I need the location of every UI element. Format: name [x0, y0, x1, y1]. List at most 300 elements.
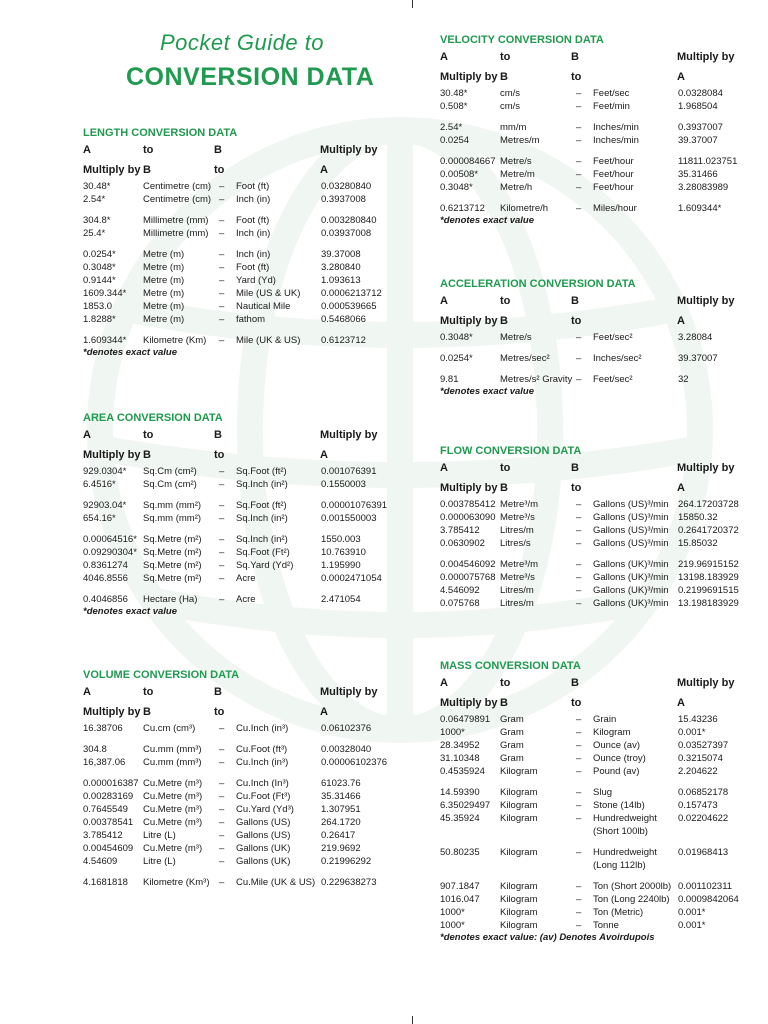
table-cell: 0.0006213712: [321, 288, 382, 299]
table-cell: 39.37007: [678, 353, 718, 364]
table-cell: 13.198183929: [678, 598, 739, 609]
column-header: A: [320, 164, 328, 176]
table-cell: 0.21996292: [321, 856, 372, 867]
table-cell: Metre (m): [143, 301, 185, 312]
table-row: [440, 181, 768, 194]
table-cell: 32: [678, 374, 689, 385]
table-cell: 1000*: [440, 907, 465, 918]
table-cell: –: [576, 332, 582, 343]
table-cell: 0.3215074: [678, 753, 723, 764]
table-cell: Ton (Long 2240lb): [593, 894, 670, 905]
table-cell: –: [219, 830, 225, 841]
table-cell: Miles/hour: [593, 203, 637, 214]
table-cell: –: [219, 573, 225, 584]
table-cell: 15.43236: [678, 714, 718, 725]
table-cell: Sq.Metre (m²): [143, 547, 202, 558]
column-header: A: [677, 315, 685, 327]
table-cell: Feet/sec²: [593, 332, 633, 343]
table-cell: 0.06102376: [321, 723, 372, 734]
column-header: to: [500, 51, 511, 63]
table-row: [440, 597, 768, 610]
column-header: to: [500, 295, 511, 307]
table-cell: Sq.Cm (cm²): [143, 466, 197, 477]
column-header: Multiply by: [677, 677, 735, 689]
table-cell: 0.03280840: [321, 181, 372, 192]
table-cell: 0.000016387: [83, 778, 139, 789]
table-cell: 0.00006102376: [321, 757, 388, 768]
column-header: Multiply by: [677, 51, 735, 63]
table-cell: 1000*: [440, 920, 465, 931]
conversion-table: [440, 87, 768, 215]
table-cell: 0.00454609: [83, 843, 134, 854]
table-cell: –: [219, 877, 225, 888]
table-cell: –: [576, 203, 582, 214]
table-cell: 0.2199691515: [678, 585, 739, 596]
column-header: A: [320, 449, 328, 461]
conversion-table: [440, 498, 768, 610]
table-cell: 907.1847: [440, 881, 480, 892]
table-cell: –: [219, 466, 225, 477]
column-header: B: [143, 449, 151, 461]
section-title: ACCELERATION CONVERSION DATA: [440, 278, 636, 290]
table-row: [83, 816, 423, 829]
column-header-row-1: [83, 425, 423, 445]
conversion-table: [440, 331, 768, 386]
table-cell: –: [576, 538, 582, 549]
column-header: B: [214, 144, 222, 156]
column-header: B: [143, 706, 151, 718]
conversion-table: [83, 722, 423, 889]
table-row: [440, 846, 768, 859]
column-header-row-1: [83, 140, 423, 160]
table-cell: 219.9692: [321, 843, 361, 854]
column-header-row-1: [440, 47, 768, 67]
section-title: VOLUME CONVERSION DATA: [83, 669, 240, 681]
table-cell: Stone (14lb): [593, 800, 645, 811]
table-cell: 15.85032: [678, 538, 718, 549]
group-spacer: [440, 838, 768, 846]
table-cell: 1.968504: [678, 101, 718, 112]
table-cell: 264.17203728: [678, 499, 739, 510]
table-row: [440, 726, 768, 739]
column-header: Multiply by: [320, 429, 378, 441]
column-header-row-1: [83, 682, 423, 702]
table-cell: 2.471054: [321, 594, 361, 605]
table-cell: 1.093613: [321, 275, 361, 286]
table-row: [83, 512, 423, 525]
column-header-row-2: [83, 160, 423, 180]
table-cell: Feet/hour: [593, 169, 634, 180]
table-cell: 15850.32: [678, 512, 718, 523]
table-cell: 0.000075768: [440, 572, 496, 583]
table-cell: Cu.Inch (in³): [236, 723, 289, 734]
table-cell: –: [576, 182, 582, 193]
column-header: Multiply by: [83, 706, 141, 718]
table-cell: –: [576, 156, 582, 167]
table-cell: 0.02204622: [678, 813, 729, 824]
table-cell: –: [576, 559, 582, 570]
table-cell: –: [576, 766, 582, 777]
table-row: [440, 202, 768, 215]
group-spacer: [440, 365, 768, 373]
table-row: [83, 842, 423, 855]
column-header: Multiply by: [83, 164, 141, 176]
table-cell: 3.280840: [321, 262, 361, 273]
table-cell: Centimetre (cm): [143, 194, 212, 205]
column-header: to: [571, 315, 582, 327]
table-cell: Feet/min: [593, 101, 630, 112]
table-cell: 4.54609: [83, 856, 118, 867]
footnote: *denotes exact value: [440, 386, 534, 397]
table-cell: 0.001076391: [321, 466, 377, 477]
table-cell: –: [219, 301, 225, 312]
table-cell: Acre: [236, 594, 256, 605]
table-row: [440, 121, 768, 134]
table-cell: 0.0328084: [678, 88, 723, 99]
length-section: [83, 126, 423, 359]
table-cell: Cu.Yard (Yd³): [236, 804, 294, 815]
table-cell: 1.8288*: [83, 314, 116, 325]
table-cell: 0.0002471054: [321, 573, 382, 584]
column-header: B: [571, 677, 579, 689]
table-row: [440, 524, 768, 537]
conversion-table: [440, 713, 768, 932]
table-cell: –: [219, 275, 225, 286]
table-cell: –: [576, 135, 582, 146]
table-cell: –: [219, 744, 225, 755]
table-row: [440, 799, 768, 812]
section-title: LENGTH CONVERSION DATA: [83, 127, 238, 139]
column-header: Multiply by: [83, 449, 141, 461]
table-cell: Litres/m: [500, 598, 534, 609]
table-cell: 0.001*: [678, 907, 706, 918]
column-header: to: [214, 164, 225, 176]
table-cell: –: [219, 479, 225, 490]
table-cell: Metres/sec²: [500, 353, 550, 364]
table-cell: –: [219, 500, 225, 511]
table-row: [83, 546, 423, 559]
table-cell: 45.35924: [440, 813, 480, 824]
table-row: [440, 906, 768, 919]
table-cell: 929.0304*: [83, 466, 127, 477]
table-cell: fathom: [236, 314, 266, 325]
table-cell: –: [219, 594, 225, 605]
table-cell: Metre³/m: [500, 559, 538, 570]
table-row: [83, 790, 423, 803]
group-spacer: [440, 872, 768, 880]
column-header: B: [571, 51, 579, 63]
table-cell: Metre/h: [500, 182, 533, 193]
table-cell: Sq.Yard (Yd²): [236, 560, 294, 571]
table-cell: 39.37008: [321, 249, 361, 260]
table-row: [440, 739, 768, 752]
table-cell: 0.00283169: [83, 791, 134, 802]
table-cell: 11811.023751: [678, 156, 738, 167]
table-cell: 61023.76: [321, 778, 361, 789]
table-cell: 0.001102311: [678, 881, 733, 892]
table-cell: Cu.mm (mm³): [143, 757, 202, 768]
table-cell: Inches/min: [593, 122, 639, 133]
table-cell: 0.6213712: [440, 203, 485, 214]
table-cell: Metre/s: [500, 332, 532, 343]
column-header: to: [214, 449, 225, 461]
table-cell: Gallons (US)³/min: [593, 525, 669, 536]
table-row: [440, 893, 768, 906]
table-cell: Kilogram: [500, 881, 538, 892]
table-row: [83, 829, 423, 842]
column-header: A: [83, 144, 91, 156]
table-cell: Millimetre (mm): [143, 228, 209, 239]
section-title: VELOCITY CONVERSION DATA: [440, 34, 604, 46]
table-cell: –: [219, 215, 225, 226]
table-cell: 0.508*: [440, 101, 468, 112]
velocity-section: [440, 33, 768, 227]
table-cell: 0.000084667: [440, 156, 496, 167]
table-cell: 6.35029497: [440, 800, 491, 811]
table-cell: 264.1720: [321, 817, 361, 828]
column-header: to: [143, 686, 154, 698]
table-cell: –: [576, 881, 582, 892]
table-cell: Gallons (UK)³/min: [593, 559, 669, 570]
table-cell: Pound (av): [593, 766, 640, 777]
table-cell: 0.003785412: [440, 499, 496, 510]
table-cell: Gram: [500, 714, 524, 725]
table-cell: Gallons (UK): [236, 843, 291, 854]
table-row: [440, 558, 768, 571]
table-cell: 35.31466: [321, 791, 361, 802]
table-cell: 0.2641720372: [678, 525, 739, 536]
group-spacer: [83, 868, 423, 876]
table-row: [83, 214, 423, 227]
column-header: to: [143, 144, 154, 156]
table-cell: 0.00064516*: [83, 534, 137, 545]
table-cell: 30.48*: [83, 181, 111, 192]
table-cell: 13198.183929: [678, 572, 739, 583]
table-cell: Metre (m): [143, 288, 185, 299]
table-cell: 92903.04*: [83, 500, 127, 511]
table-cell: Sq.Foot (ft²): [236, 466, 287, 477]
table-cell: Metre/s: [500, 156, 532, 167]
table-row: [440, 498, 768, 511]
table-cell: Inch (in): [236, 228, 271, 239]
table-cell: 0.003280840: [321, 215, 377, 226]
footnote: *denotes exact value: [83, 606, 177, 617]
table-cell: Gallons (US)³/min: [593, 499, 669, 510]
column-header: B: [214, 429, 222, 441]
column-header: A: [440, 462, 448, 474]
table-cell: Cu.Foot (Ft³): [236, 791, 291, 802]
table-cell: 0.0254*: [440, 353, 473, 364]
footnote: *denotes exact value: [440, 215, 534, 226]
table-row: [83, 855, 423, 868]
table-cell: 0.01968413: [678, 847, 729, 858]
column-header: A: [440, 51, 448, 63]
table-cell: Cu.Metre (m³): [143, 791, 203, 802]
group-spacer: [83, 326, 423, 334]
table-cell: Sq.Metre (m²): [143, 534, 202, 545]
table-cell: –: [576, 499, 582, 510]
table-row: [83, 313, 423, 326]
table-cell: Ounce (troy): [593, 753, 646, 764]
table-cell: –: [219, 856, 225, 867]
column-header: to: [500, 677, 511, 689]
table-cell: 219.96915152: [678, 559, 739, 570]
table-cell: Litre (L): [143, 856, 176, 867]
table-row: [83, 722, 423, 735]
table-row: [83, 334, 423, 347]
table-row: [83, 261, 423, 274]
table-cell: –: [576, 169, 582, 180]
table-cell: 14.59390: [440, 787, 480, 798]
table-cell: 9.81: [440, 374, 459, 385]
group-spacer: [440, 344, 768, 352]
table-row: [440, 511, 768, 524]
column-header: B: [500, 697, 508, 709]
footnote: *denotes exact value: [83, 347, 177, 358]
table-cell: 0.9144*: [83, 275, 116, 286]
table-row: [83, 572, 423, 585]
table-cell: Kilogram: [500, 813, 538, 824]
table-cell: 0.06852178: [678, 787, 729, 798]
column-header: B: [214, 686, 222, 698]
table-cell: 0.03937008: [321, 228, 372, 239]
area-section: [83, 411, 423, 618]
table-cell: Hundredweight: [593, 847, 657, 858]
section-title: MASS CONVERSION DATA: [440, 660, 581, 672]
table-row: [440, 713, 768, 726]
table-cell: 0.000063090: [440, 512, 496, 523]
table-cell: Kilogram: [500, 894, 538, 905]
table-cell: 0.3048*: [83, 262, 116, 273]
table-cell: 0.8361274: [83, 560, 128, 571]
table-row: [440, 571, 768, 584]
table-cell: Litres/s: [500, 538, 531, 549]
table-cell: 0.3937007: [678, 122, 723, 133]
table-cell: Litres/m: [500, 525, 534, 536]
table-row: [83, 227, 423, 240]
group-spacer: [440, 550, 768, 558]
table-cell: Tonne: [593, 920, 619, 931]
column-header-row-2: [83, 702, 423, 722]
column-header-row-1: [440, 291, 768, 311]
table-cell: 10.763910: [321, 547, 366, 558]
table-cell: Metre/m: [500, 169, 535, 180]
table-cell: Centimetre (cm): [143, 181, 212, 192]
table-cell: 0.001*: [678, 920, 706, 931]
table-cell: 0.075768: [440, 598, 480, 609]
table-cell: Metre³/s: [500, 512, 535, 523]
table-cell: Mile (UK & US): [236, 335, 301, 346]
group-spacer: [440, 778, 768, 786]
table-cell: Kilogram: [500, 787, 538, 798]
table-cell: –: [219, 791, 225, 802]
table-row: [83, 274, 423, 287]
crop-mark-bottom: [412, 1016, 413, 1024]
column-header: to: [500, 462, 511, 474]
column-header: Multiply by: [320, 686, 378, 698]
table-row: [440, 584, 768, 597]
column-header: A: [677, 71, 685, 83]
table-cell: Inch (in): [236, 194, 271, 205]
table-cell: 3.785412: [83, 830, 123, 841]
table-row: [83, 593, 423, 606]
table-cell: 0.00508*: [440, 169, 479, 180]
table-cell: Kilogram: [500, 847, 538, 858]
column-header: A: [440, 295, 448, 307]
table-cell: 28.34952: [440, 740, 480, 751]
table-cell: 3.785412: [440, 525, 480, 536]
table-cell: Kilometre/h: [500, 203, 549, 214]
table-cell: –: [219, 194, 225, 205]
table-cell: Kilogram: [500, 920, 538, 931]
table-cell: 3.28083989: [678, 182, 729, 193]
table-cell: Litres/m: [500, 585, 534, 596]
group-spacer: [440, 147, 768, 155]
table-cell: Sq.mm (mm²): [143, 513, 202, 524]
column-header: Multiply by: [440, 315, 498, 327]
table-cell: Sq.Foot (Ft²): [236, 547, 290, 558]
table-cell: 0.5468066: [321, 314, 366, 325]
table-cell: 304.8: [83, 744, 107, 755]
table-cell: Gallons (US): [236, 830, 291, 841]
table-cell: Inches/min: [593, 135, 639, 146]
table-row: [440, 812, 768, 825]
group-spacer: [83, 769, 423, 777]
table-cell: Metre (m): [143, 262, 185, 273]
table-cell: Sq.Foot (ft²): [236, 500, 287, 511]
table-row: [83, 743, 423, 756]
table-cell: Metre (m): [143, 314, 185, 325]
table-cell: 304.8*: [83, 215, 111, 226]
table-cell: Gallons (UK)³/min: [593, 585, 669, 596]
table-cell: –: [576, 727, 582, 738]
table-cell: –: [576, 374, 582, 385]
table-cell: Foot (ft): [236, 262, 270, 273]
table-cell: 31.10348: [440, 753, 480, 764]
group-spacer: [83, 491, 423, 499]
table-cell: –: [576, 122, 582, 133]
table-cell: –: [576, 88, 582, 99]
table-cell: mm/m: [500, 122, 527, 133]
table-cell: Sq.Inch (in²): [236, 479, 288, 490]
table-cell: –: [576, 920, 582, 931]
table-row: [83, 499, 423, 512]
group-spacer: [83, 240, 423, 248]
group-spacer: [440, 113, 768, 121]
mass-section: [440, 659, 768, 944]
table-cell: 50.80235: [440, 847, 480, 858]
column-header-row-2: [440, 693, 768, 713]
table-cell: 0.3048*: [440, 182, 473, 193]
group-spacer: [440, 194, 768, 202]
table-row: [83, 180, 423, 193]
column-header: B: [500, 482, 508, 494]
table-row: [83, 465, 423, 478]
column-header: Multiply by: [440, 482, 498, 494]
table-cell: Cu.Metre (m³): [143, 817, 203, 828]
table-row: [83, 559, 423, 572]
table-cell: 39.37007: [678, 135, 718, 146]
column-header: to: [143, 429, 154, 441]
table-cell: 0.0630902: [440, 538, 485, 549]
conversion-table: [83, 180, 423, 347]
page-title-line1: Pocket Guide to: [160, 30, 325, 55]
table-cell: Hectare (Ha): [143, 594, 198, 605]
table-cell: Sq.Metre (m²): [143, 560, 202, 571]
table-cell: 1.609344*: [678, 203, 722, 214]
table-cell: Foot (ft): [236, 215, 270, 226]
table-row: [440, 825, 768, 838]
